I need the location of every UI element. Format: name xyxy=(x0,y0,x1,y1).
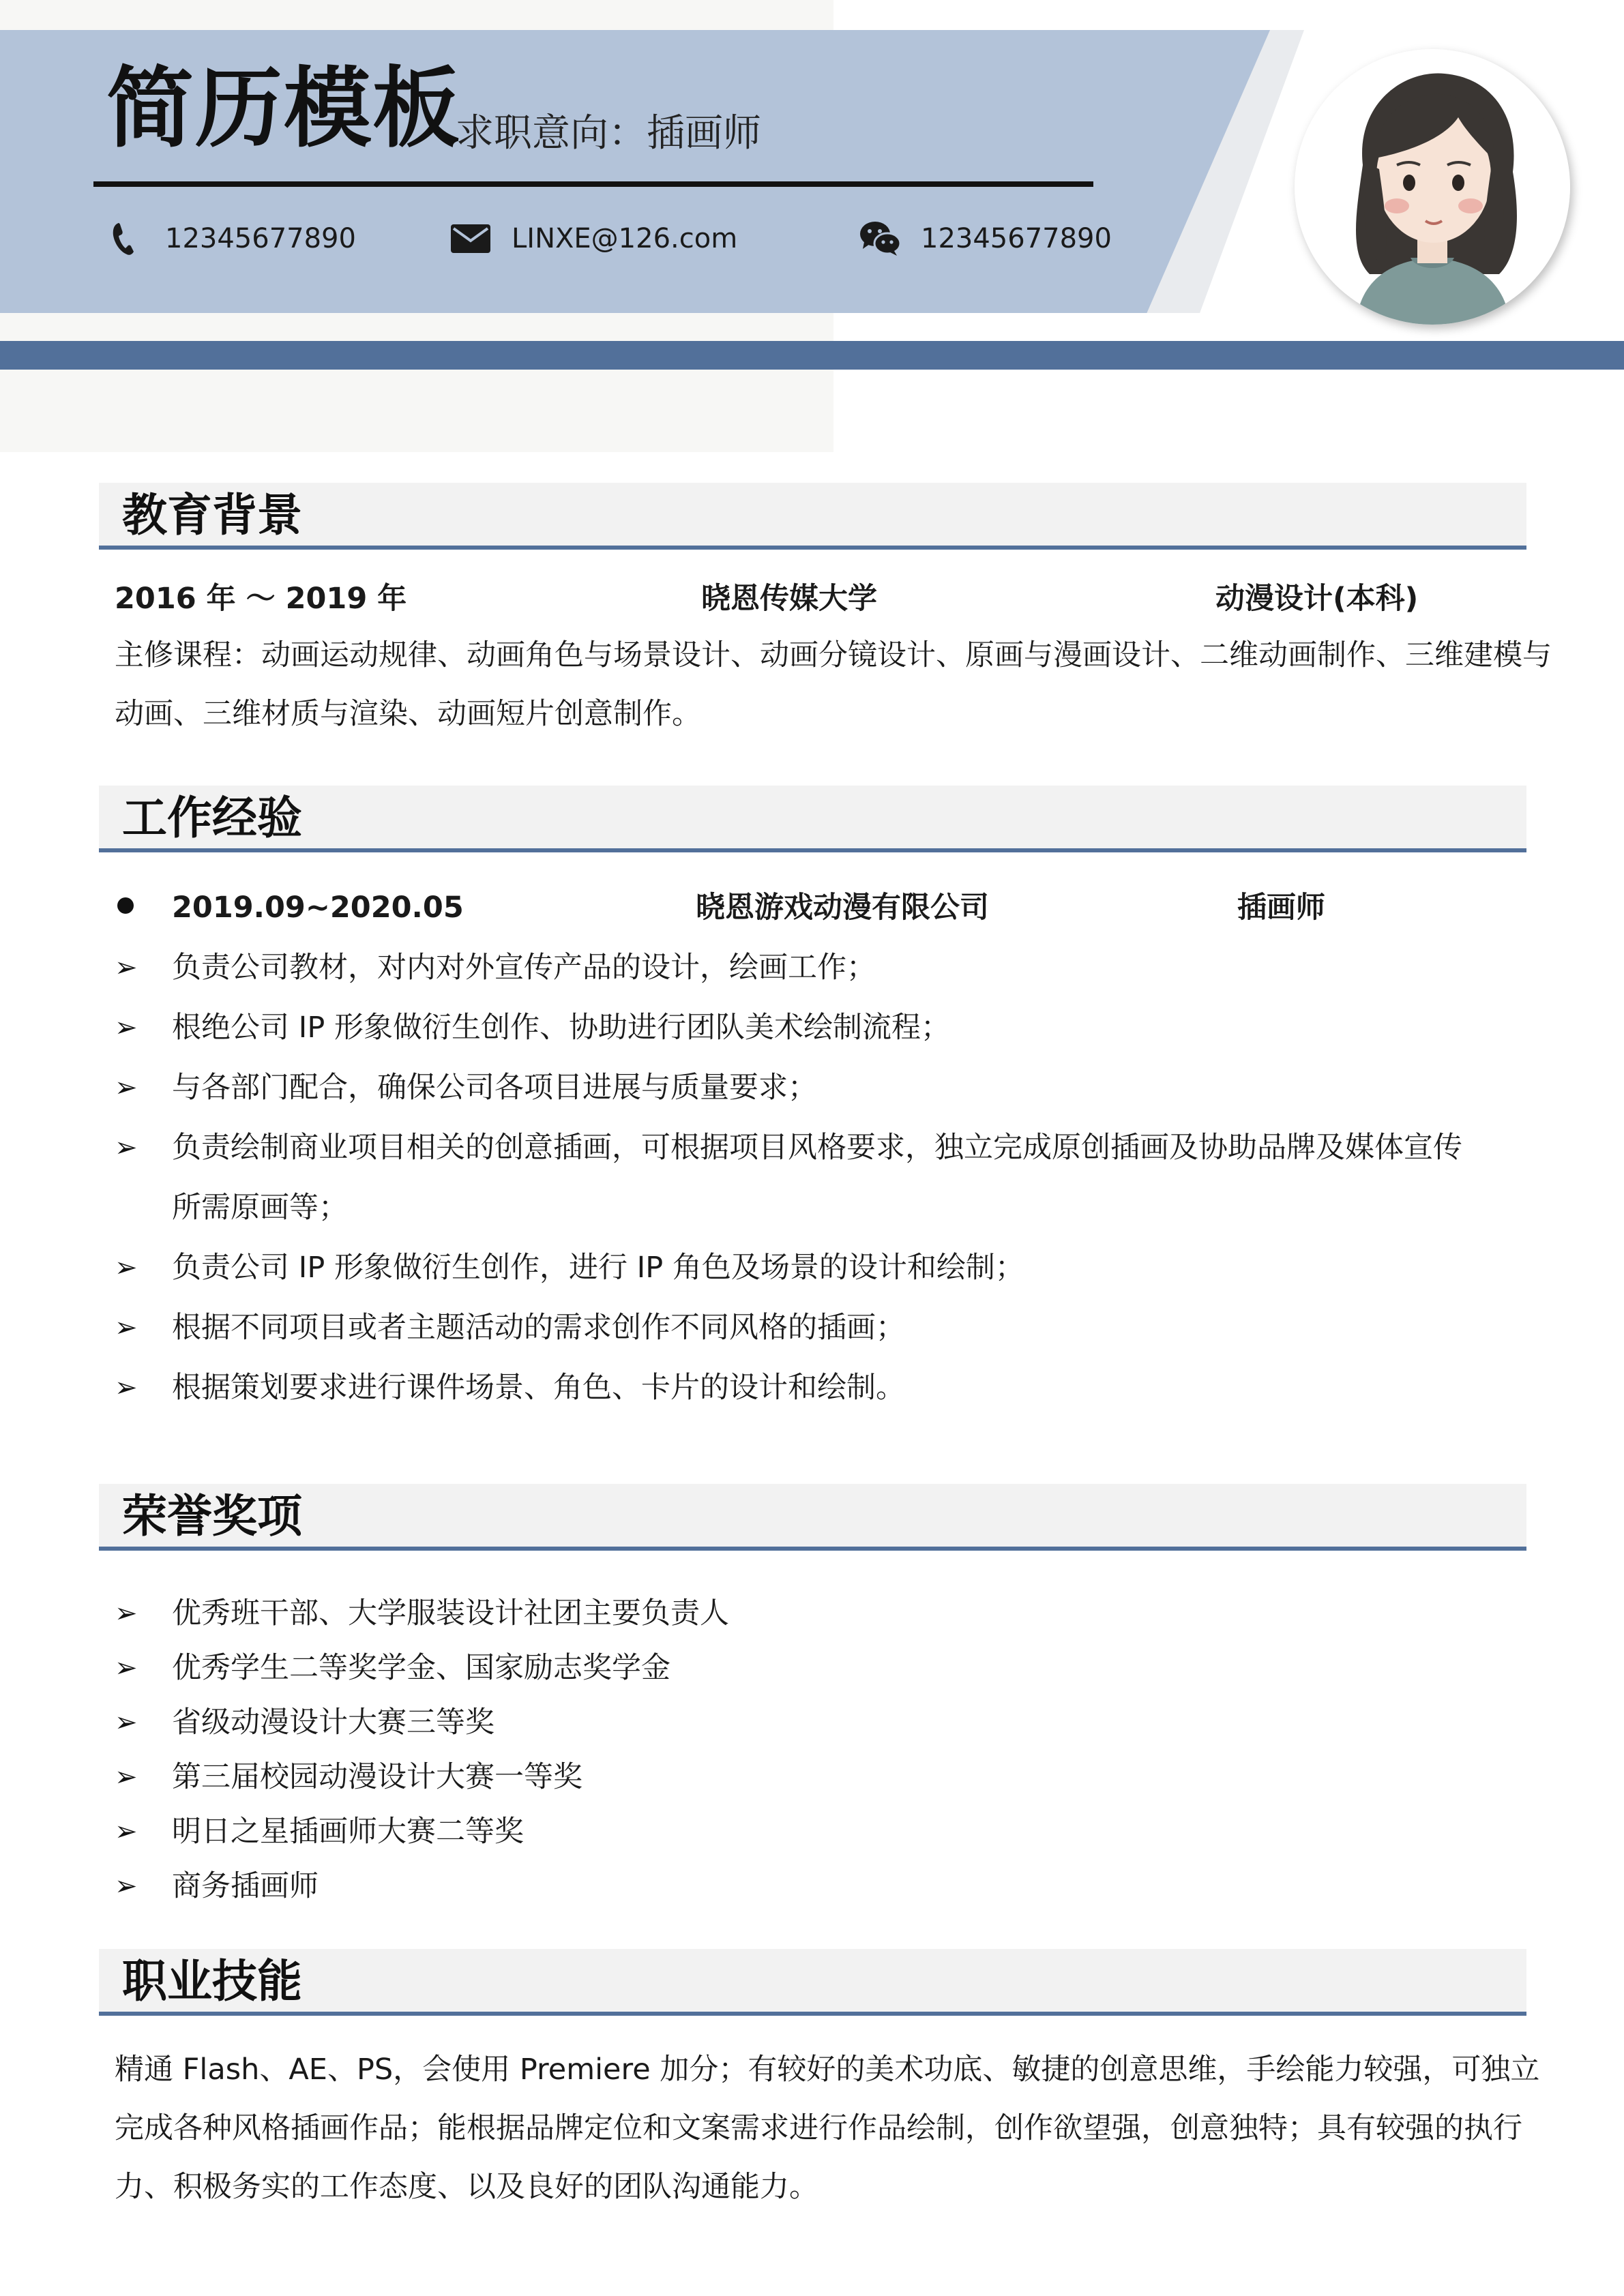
work-duty-text: 与各部门配合，确保公司各项目进展与质量要求； xyxy=(172,1071,817,1105)
honor-item xyxy=(115,1695,729,1750)
education-section-header xyxy=(99,483,1526,550)
arrow-bullet-icon: ➢ xyxy=(115,1072,138,1103)
work-duty xyxy=(115,1358,905,1417)
honor-text: 明日之星插画师大赛二等奖 xyxy=(172,1815,524,1849)
work-position: 插画师 xyxy=(1237,891,1325,925)
avatar xyxy=(1295,49,1570,325)
bullet-dot xyxy=(117,897,134,914)
work-duty xyxy=(115,1118,1462,1177)
arrow-bullet-icon: ➢ xyxy=(115,1652,138,1684)
arrow-bullet-icon: ➢ xyxy=(115,1707,138,1738)
arrow-bullet-icon: ➢ xyxy=(115,1598,138,1629)
education-period: 2016 年 ～ 2019 年 xyxy=(115,582,407,616)
work-section-header xyxy=(99,786,1526,852)
contact-email xyxy=(449,218,737,259)
work-duty-text: 根据不同项目或者主题活动的需求创作不同风格的插画； xyxy=(172,1311,905,1345)
header-divider-bar xyxy=(0,341,1624,370)
work-duty-text: 根据策划要求进行课件场景、角色、卡片的设计和绘制。 xyxy=(172,1371,905,1405)
honor-text: 商务插画师 xyxy=(172,1869,319,1903)
phone-icon xyxy=(102,218,146,259)
honors-section-header xyxy=(99,1484,1526,1551)
email-address: LINXE@126.com xyxy=(512,223,738,254)
education-heading: 教育背景 xyxy=(122,489,302,541)
skills-line3: 力、积极务实的工作态度、以及良好的团队沟通能力。 xyxy=(115,2170,818,2204)
honors-list xyxy=(115,1586,729,1913)
honor-text: 优秀学生二等奖学金、国家励志奖学金 xyxy=(172,1651,670,1685)
arrow-bullet-icon: ➢ xyxy=(115,1870,138,1902)
honor-item xyxy=(115,1641,729,1695)
skills-line1: 精通 Flash、AE、PS，会使用 Premiere 加分；有较好的美术功底、敏捷的创意思维，手绘能力较强，可独立 xyxy=(115,2053,1540,2087)
title-underline xyxy=(93,181,1093,187)
arrow-bullet-icon: ➢ xyxy=(115,952,138,983)
work-duty-text: 负责公司 IP 形象做衍生创作，进行 IP 角色及场景的设计和绘制； xyxy=(172,1251,1024,1285)
education-school: 晓恩传媒大学 xyxy=(701,582,877,616)
honor-item xyxy=(115,1804,729,1859)
job-intention: 求职意向：插画师 xyxy=(456,111,761,155)
education-courses-line1: 主修课程：动画运动规律、动画角色与场景设计、动画分镜设计、原画与漫画设计、二维动画制作、三维建模与 xyxy=(115,638,1552,672)
arrow-bullet-icon: ➢ xyxy=(115,1132,138,1163)
honor-text: 优秀班干部、大学服装设计社团主要负责人 xyxy=(172,1596,729,1630)
contact-phone xyxy=(102,218,356,259)
education-courses-line2: 动画、三维材质与渲染、动画短片创意制作。 xyxy=(115,697,701,731)
work-company: 晓恩游戏动漫有限公司 xyxy=(696,891,989,925)
skills-heading: 职业技能 xyxy=(122,1955,302,2008)
wechat-icon xyxy=(858,218,902,259)
work-duty xyxy=(115,1298,905,1357)
work-duty-text: 根绝公司 IP 形象做衍生创作、协助进行团队美术绘制流程； xyxy=(172,1011,950,1045)
arrow-bullet-icon: ➢ xyxy=(115,1761,138,1793)
mail-icon xyxy=(449,218,492,259)
work-duty-text: 负责绘制商业项目相关的创意插画，可根据项目风格要求，独立完成原创插画及协助品牌及媒体宣传 xyxy=(172,1131,1462,1165)
resume-title: 简历模板 xyxy=(106,58,462,160)
honor-item xyxy=(115,1859,729,1913)
phone-number: 12345677890 xyxy=(165,223,356,254)
work-duty xyxy=(115,1238,1024,1297)
work-duty xyxy=(115,1058,817,1117)
honor-item xyxy=(115,1586,729,1641)
honor-text: 省级动漫设计大赛三等奖 xyxy=(172,1705,494,1740)
work-duty xyxy=(115,998,950,1057)
work-heading: 工作经验 xyxy=(122,792,302,844)
skills-section-header xyxy=(99,1949,1526,2016)
honor-item xyxy=(115,1750,729,1804)
arrow-bullet-icon: ➢ xyxy=(115,1012,138,1043)
education-major: 动漫设计(本科) xyxy=(1215,582,1419,616)
wechat-id: 12345677890 xyxy=(921,223,1112,254)
work-duty xyxy=(115,938,876,997)
honor-text: 第三届校园动漫设计大赛一等奖 xyxy=(172,1760,582,1794)
honors-heading: 荣誉奖项 xyxy=(122,1490,302,1542)
work-duty-continuation: 所需原画等； xyxy=(172,1191,348,1225)
contact-wechat xyxy=(858,218,1112,259)
work-period: 2019.09~2020.05 xyxy=(172,891,464,925)
arrow-bullet-icon: ➢ xyxy=(115,1372,138,1403)
skills-line2: 完成各种风格插画作品；能根据品牌定位和文案需求进行作品绘制，创作欲望强，创意独特；具有较强的执行 xyxy=(115,2111,1522,2145)
arrow-bullet-icon: ➢ xyxy=(115,1816,138,1847)
arrow-bullet-icon: ➢ xyxy=(115,1252,138,1283)
work-duty-text: 负责公司教材，对内对外宣传产品的设计，绘画工作； xyxy=(172,951,876,985)
arrow-bullet-icon: ➢ xyxy=(115,1312,138,1343)
